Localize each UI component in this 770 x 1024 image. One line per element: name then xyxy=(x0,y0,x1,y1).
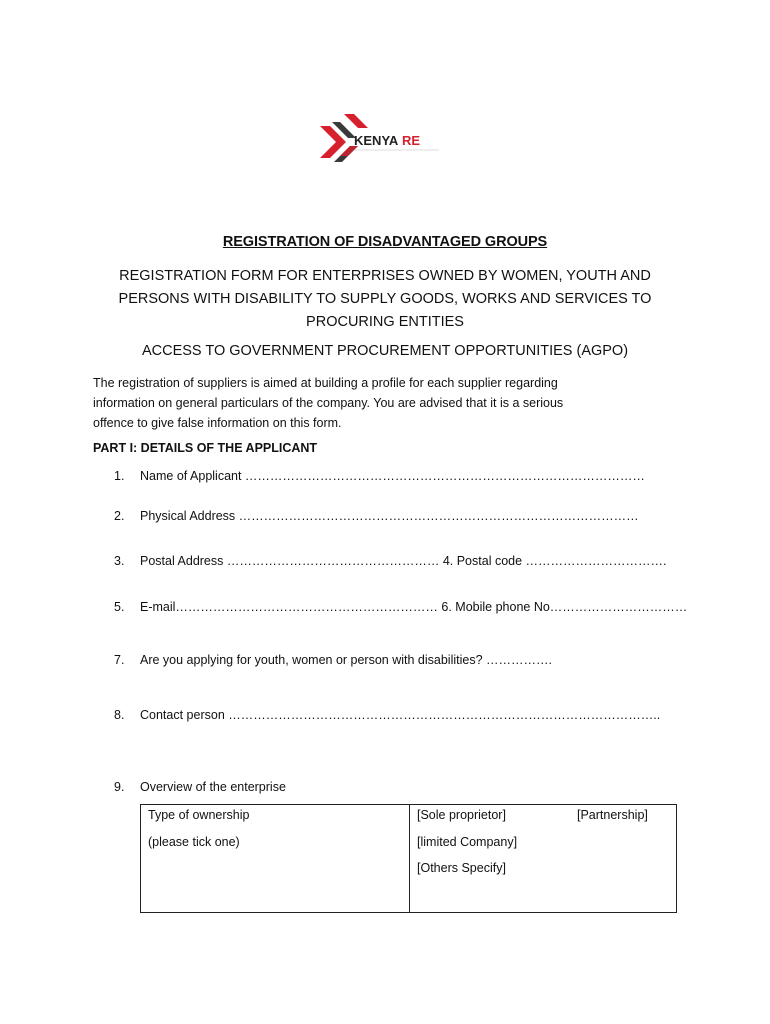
field-postal-address[interactable] xyxy=(114,554,667,568)
subtitle-line: PERSONS WITH DISABILITY TO SUPPLY GOODS, WORKS AND SERVICES TO xyxy=(118,291,652,307)
field-physical-address[interactable] xyxy=(114,509,639,523)
field-name-of-applicant[interactable] xyxy=(114,469,645,483)
item-number: 3. xyxy=(114,554,125,568)
item-number: 7. xyxy=(114,653,125,667)
subtitle-line: PROCURING ENTITIES xyxy=(306,314,464,330)
intro-line: The registration of suppliers is aimed at building a profile for each supplier regarding xyxy=(93,376,558,390)
item-text: Name of Applicant …………………………………………………………………………………… xyxy=(140,469,645,483)
svg-text:RE: RE xyxy=(402,133,421,148)
kenya-re-logo-mark xyxy=(314,112,449,166)
ownership-label: Type of ownership xyxy=(148,808,250,822)
kenya-re-logo xyxy=(314,112,449,166)
item-number: 5. xyxy=(114,600,125,614)
option-others-specify[interactable]: [Others Specify] xyxy=(417,861,506,875)
field-contact-person[interactable] xyxy=(114,708,660,722)
item-number: 1. xyxy=(114,469,125,483)
part-heading: PART I: DETAILS OF THE APPLICANT xyxy=(93,441,318,455)
field-overview-heading xyxy=(114,780,286,794)
agpo-heading: ACCESS TO GOVERNMENT PROCUREMENT OPPORTUNITIES (AGPO) xyxy=(141,343,629,359)
item-text: Are you applying for youth, women or person with disabilities? ……………. xyxy=(140,653,552,667)
item-text: E-mail……………………………………………………… 6. Mobile phone No…………………………… xyxy=(140,600,688,614)
svg-text:KENYA: KENYA xyxy=(354,133,399,148)
option-sole-proprietor[interactable]: [Sole proprietor] xyxy=(417,808,506,822)
option-limited-company[interactable]: [limited Company] xyxy=(417,835,518,849)
item-text: Physical Address …………………………………………………………………………………… xyxy=(140,509,639,523)
item-text: Overview of the enterprise xyxy=(140,780,286,794)
item-number: 8. xyxy=(114,708,125,722)
document-title: REGISTRATION OF DISADVANTAGED GROUPS xyxy=(222,234,548,250)
intro-paragraph xyxy=(93,373,693,433)
item-number: 9. xyxy=(114,780,125,794)
ownership-hint: (please tick one) xyxy=(148,835,240,849)
subtitle-line: REGISTRATION FORM FOR ENTERPRISES OWNED BY WOMEN, YOUTH AND xyxy=(119,268,651,284)
overview-table xyxy=(140,804,677,913)
item-text: Postal Address …………………………………………… 4. Postal code ……………………………. xyxy=(140,554,667,568)
option-partnership[interactable]: [Partnership] xyxy=(577,808,648,822)
field-applying-for[interactable] xyxy=(114,653,552,667)
table-divider xyxy=(409,805,410,912)
field-email[interactable] xyxy=(114,600,687,614)
intro-line: information on general particulars of the company. You are advised that it is a serious xyxy=(93,396,564,410)
item-number: 2. xyxy=(114,509,125,523)
intro-line: offence to give false information on this form. xyxy=(93,416,342,430)
item-text: Contact person ………………………………………………………………………………………….. xyxy=(140,708,661,722)
document-subtitle xyxy=(95,265,675,334)
